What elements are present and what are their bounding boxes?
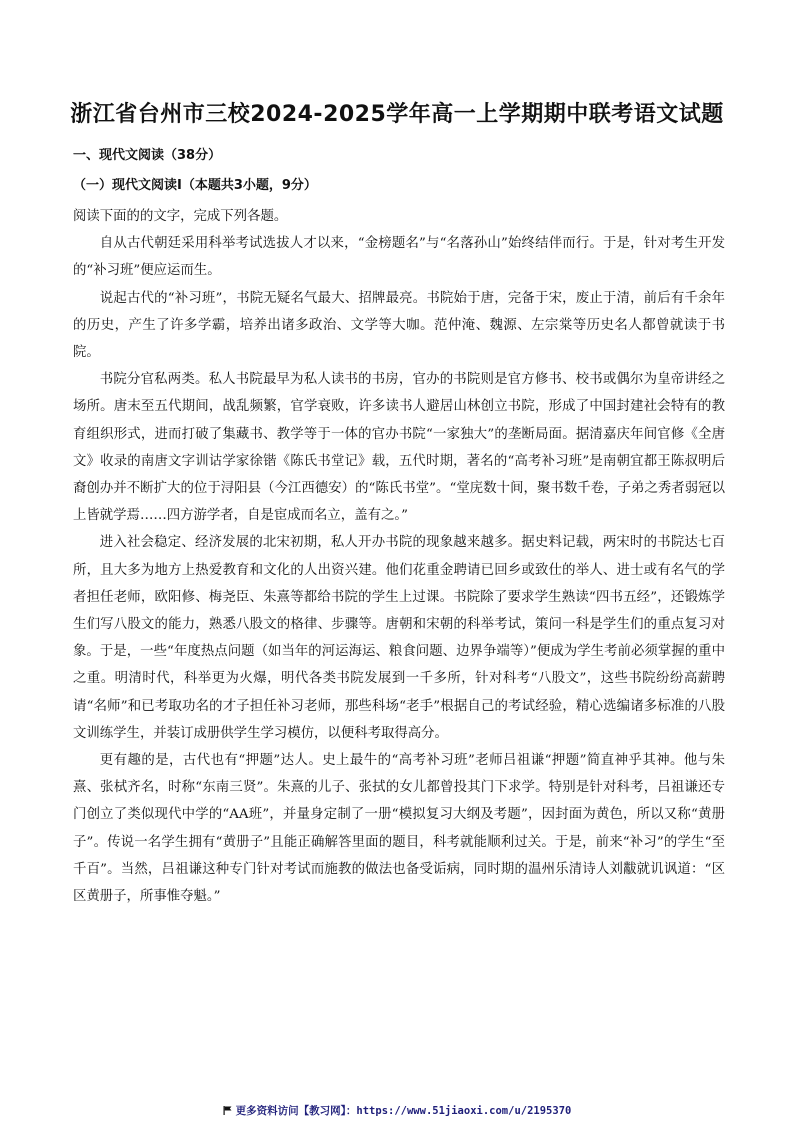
passage-paragraph: 进入社会稳定、经济发展的北宋初期，私人开办书院的现象越来越多。据史料记载，两宋时的书院达七百所，且大多为地方上热爱教育和文化的人出资兴建。他们花重金聘请已回乡或致仕的举人、进士或有名气的学者担任老师，欧阳修、梅尧臣、朱熹等都给书院的学生上过课。书院除了要求学生熟读“四书五经”，还锻炼学生们写八股文的能力，熟悉八股文的格律、步骤等。唐朝和宋朝的科举考试，策问一科是学生们的重点复习对象。于是，一些“年度热点问题（如当年的河运海运、粮食问题、边界争端等）”便成为学生考前必须掌握的重中之重。明清时代，科举更为火爆，明代各类书院发展到一千多所，针对科考“八股文”，这些书院纷纷高薪聘请“名师”和已考取功名的才子担任补习老师，那些科场“老手”根据自己的考试经验，精心选编诸多标准的八股文训练学生，并装订成册供学生学习模仿，以便科考取得高分。 [73, 535, 725, 741]
document-title: 浙江省台州市三校2024-2025学年高一上学期期中联考语文试题 [70, 102, 724, 127]
footer-prefix: 更多资料访问【教习网】： [235, 1105, 357, 1117]
flag-icon [223, 1105, 232, 1114]
reading-passage [73, 203, 725, 910]
passage-paragraph: 自从古代朝廷采用科举考试选拔人才以来，“金榜题名”与“名落孙山”始终结伴而行。于是，针对考生开发的“补习班”便应运而生。 [73, 236, 725, 279]
footer-link[interactable]: https://www.51jiaoxi.com/u/2195370 [356, 1105, 572, 1117]
passage-paragraph: 说起古代的“补习班”，书院无疑名气最大、招牌最亮。书院始于唐，完备于宋，废止于清，前后有千余年的历史，产生了许多学霸，培养出诸多政治、文学等大咖。范仲淹、魏源、左宗棠等历史名人都曾就读于书院。 [73, 290, 725, 361]
passage-paragraph: 书院分官私两类。私人书院最早为私人读书的书房，官办的书院则是官方修书、校书或偶尔为皇帝讲经之场所。唐末至五代期间，战乱频繁，官学衰败，许多读书人避居山林创立书院，形成了中国封建社会特有的教育组织形式，进而打破了集藏书、教学等于一体的官办书院“一家独大”的垄断局面。据清嘉庆年间官修《全唐文》收录的南唐文字训诂学家徐锴《陈氏书堂记》载，五代时期，著名的“高考补习班”是南朝宜都王陈叔明后裔创办并不断扩大的位于浔阳县（今江西德安）的“陈氏书堂”。“堂庑数十间，聚书数千卷，子弟之秀者弱冠以上皆就学焉……四方游学者，自是宦成而名立，盖有之。” [73, 372, 725, 524]
page-footer [0, 1104, 794, 1118]
section-heading-1: 一、现代文阅读（38分） [73, 148, 222, 163]
section-heading-2: （一）现代文阅读Ⅰ（本题共3小题，9分） [73, 178, 317, 193]
passage-paragraph: 更有趣的是，古代也有“押题”达人。史上最牛的“高考补习班”老师吕祖谦“押题”简直神乎其神。他与朱熹、张栻齐名，时称“东南三贤”。朱熹的儿子、张拭的女儿都曾投其门下求学。特别是针对科考，吕祖谦还专门创立了类似现代中学的“AA班”，并量身定制了一册“模拟复习大纲及考题”，因封面为黄色，所以又称“黄册子”。传说一名学生拥有“黄册子”且能正确解答里面的题目，科考就能顺利过关。于是，前来“补习”的学生“至千百”。当然，吕祖谦这种专门针对考试而施教的做法也备受诟病，同时期的温州乐清诗人刘黻就讥讽道：“区区黄册子，所事惟夺魁。” [73, 753, 725, 905]
instruction-text: 阅读下面的的文字，完成下列各题。 [73, 209, 288, 224]
